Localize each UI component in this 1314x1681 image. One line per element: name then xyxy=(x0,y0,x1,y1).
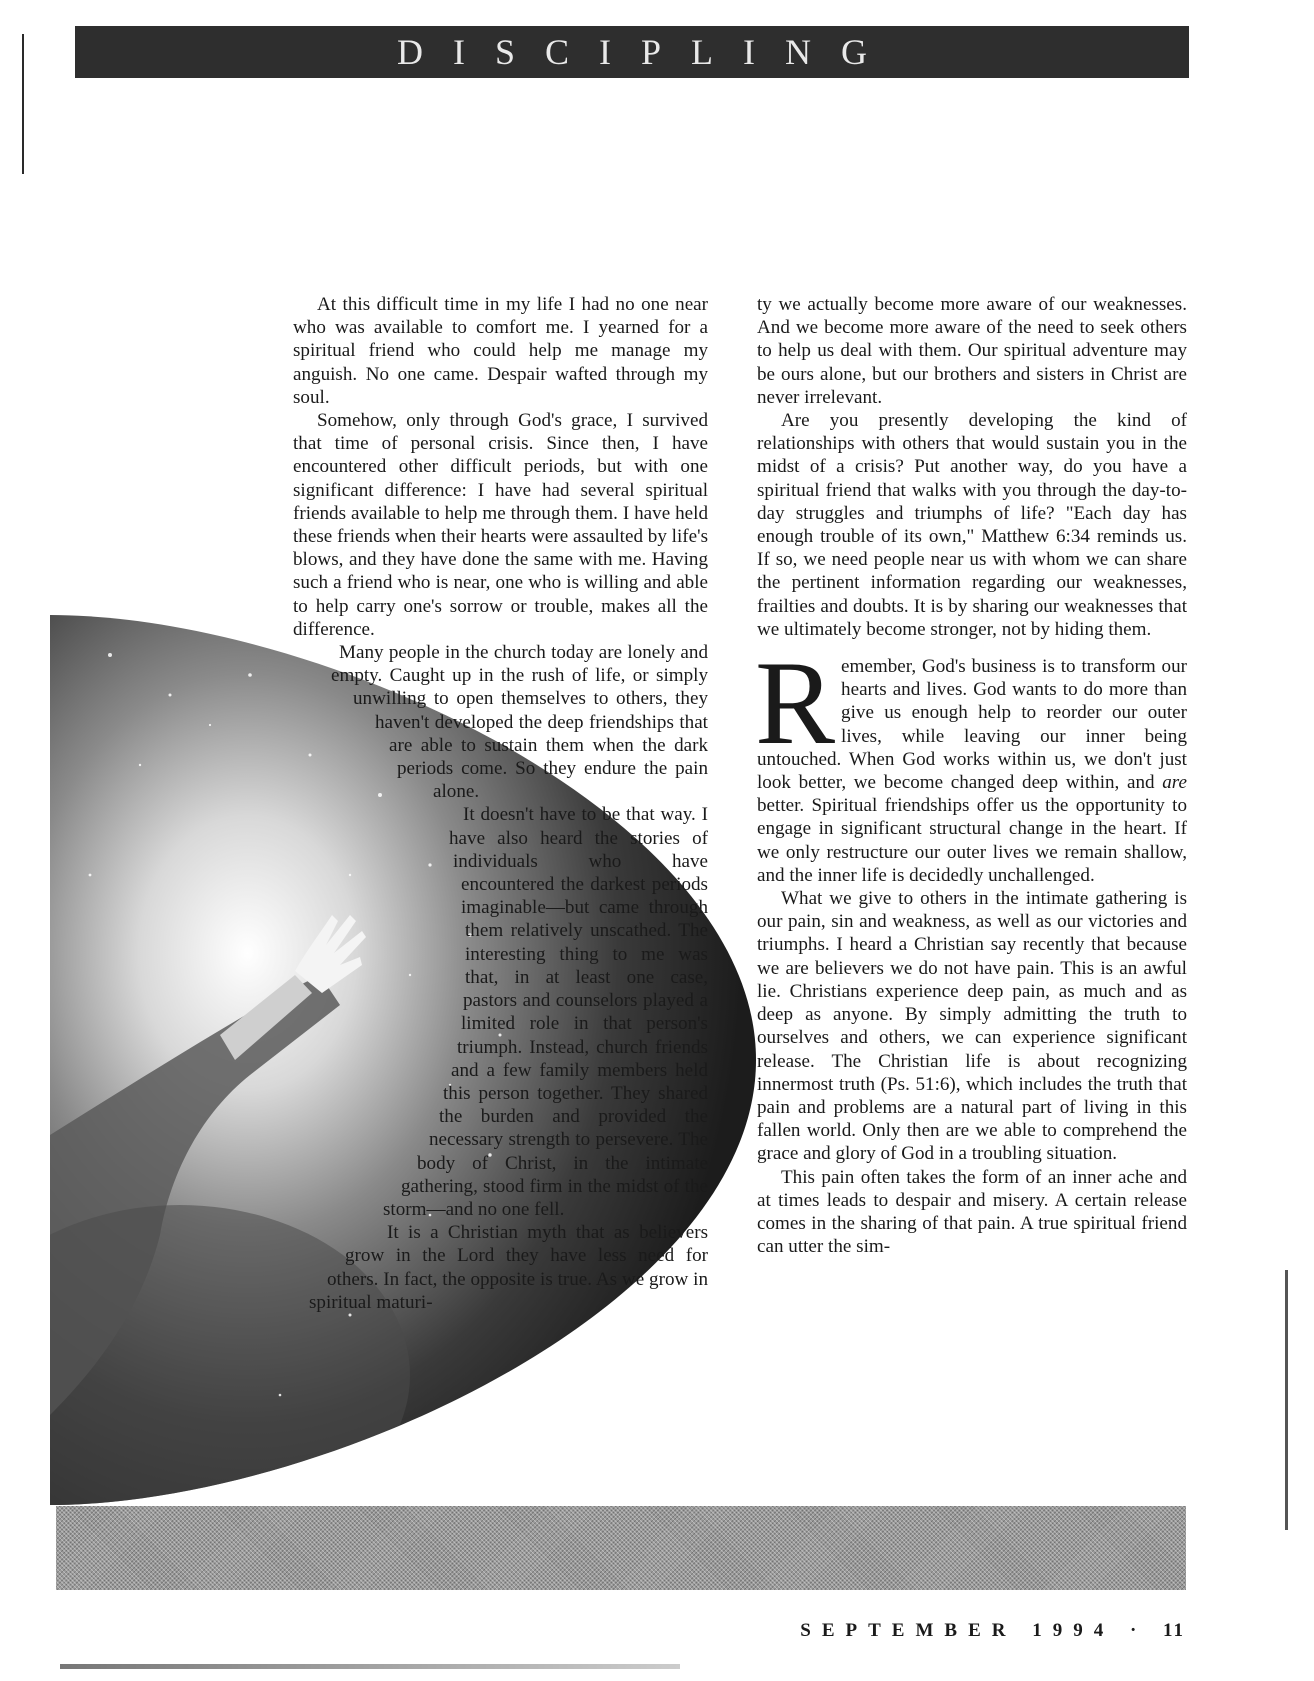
paragraph-text: emember, God's business is to transform our hearts and lives. God wants to do more than give us enough help to reorder our outer lives, while leaving our inner being untouched. When God works within us, we don't just look better, we become changed deep within, and xyxy=(757,656,1187,794)
paragraph: At this difficult time in my life I had no one near who was available to comfort me. I yearned for a spiritual friend who could help me manage my anguish. No one came. Despair wafted through my soul. xyxy=(293,294,708,408)
article-column-1 xyxy=(293,293,708,1337)
paragraph: ty we actually become more aware of our weaknesses. And we become more aware of the need to seek others to help us deal with them. Our spiritual adventure may be ours alone, but our brothers and sisters in Christ are never irrelevant. xyxy=(757,294,1187,408)
paragraph: What we give to others in the intimate gathering is our pain, sin and weakness, as well as our victories and triumphs. I heard a Christian say recently that because we are believers we do not have pain. This is an awful lie. Christians experience deep pain, as much and as deep as anyone. By simply admitting the truth to ourselves and others, we can experience significant release. The Christian life is about recognizing innermost truth (Ps. 51:6), which includes the truth that pain and problems are a natural part of living in this fallen world. Only then are we able to comprehend the grace and glory of God in a troubling situation. xyxy=(757,888,1187,1165)
paragraph: Are you presently developing the kind of relationships with others that would sustain you in the midst of a crisis? Put another way, do you have a spiritual friend that walks with you through the day-to-day struggles and triumphs of life? "Each day has enough trouble of its own," Matthew 6:34 reminds us. If so, we need people near us with whom we can share the pertinent information regarding our weaknesses, frailties and doubts. It is by sharing our weaknesses that we ultimately become stronger, not by hiding them. xyxy=(757,410,1187,640)
scan-edge-mark xyxy=(22,34,24,174)
page-number: 11 xyxy=(1163,1620,1185,1641)
issue-date: SEPTEMBER 1994 · xyxy=(800,1620,1148,1641)
paragraph: It is a Christian myth that as believers grow in the Lord they have less need for others. In fact, the opposite is true. As we grow in spiritual maturi- xyxy=(309,1222,708,1313)
page-footer xyxy=(780,1620,1185,1642)
decorative-footer-band xyxy=(56,1506,1186,1590)
bottom-rule xyxy=(60,1664,680,1669)
section-title: DISCIPLING xyxy=(396,32,897,72)
dropcap-paragraph xyxy=(755,636,1187,887)
paragraph: This pain often takes the form of an inner ache and at times leads to despair and misery. A certain release comes in the sharing of that pain. A true spiritual friend can utter the sim- xyxy=(757,1166,1187,1258)
paragraph: Many people in the church today are lonely and empty. Caught up in the rush of life, or simply unwilling to open themselves to others, they haven't developed the deep friendships that are able to sustain them when the dark periods come. So they endure the pain alone. xyxy=(331,642,708,803)
paragraph: Somehow, only through God's grace, I survived that time of personal crisis. Since then, I have encountered other difficult periods, but with one significant difference: I have had several spiritual friends available to help me through them. I have held these friends when their hearts were assaulted by life's blows, and they have done the same with me. Having such a friend who is near, one who is willing and able to help carry one's sorrow or trouble, makes all the difference. xyxy=(293,410,708,640)
drop-cap: R xyxy=(755,636,836,770)
paragraph: It doesn't have to be that way. I have also heard the stories of individuals who have encountered the darkest periods imaginable—but came through them relatively unscathed. The interesting thing to me was that, in at least one case, pastors and counselors played a limited role in that person's triumph. Instead, church friends and a few family members held this person together. They shared the burden and provided the necessary strength to persevere. The body of Christ, in the intimate gathering, stood firm in the midst of the storm—and no one fell. xyxy=(383,804,708,1220)
emphasis: are xyxy=(1162,772,1187,794)
paragraph-text: better. Spiritual friendships offer us the opportunity to engage in significant structural change in the heart. If we only restructure our outer lives we remain shallow, and the inner life is decidedly unchallenged. xyxy=(757,795,1187,886)
article-column-2 xyxy=(757,293,1187,1258)
section-banner xyxy=(75,26,1189,78)
scan-edge-mark-right xyxy=(1285,1270,1288,1530)
